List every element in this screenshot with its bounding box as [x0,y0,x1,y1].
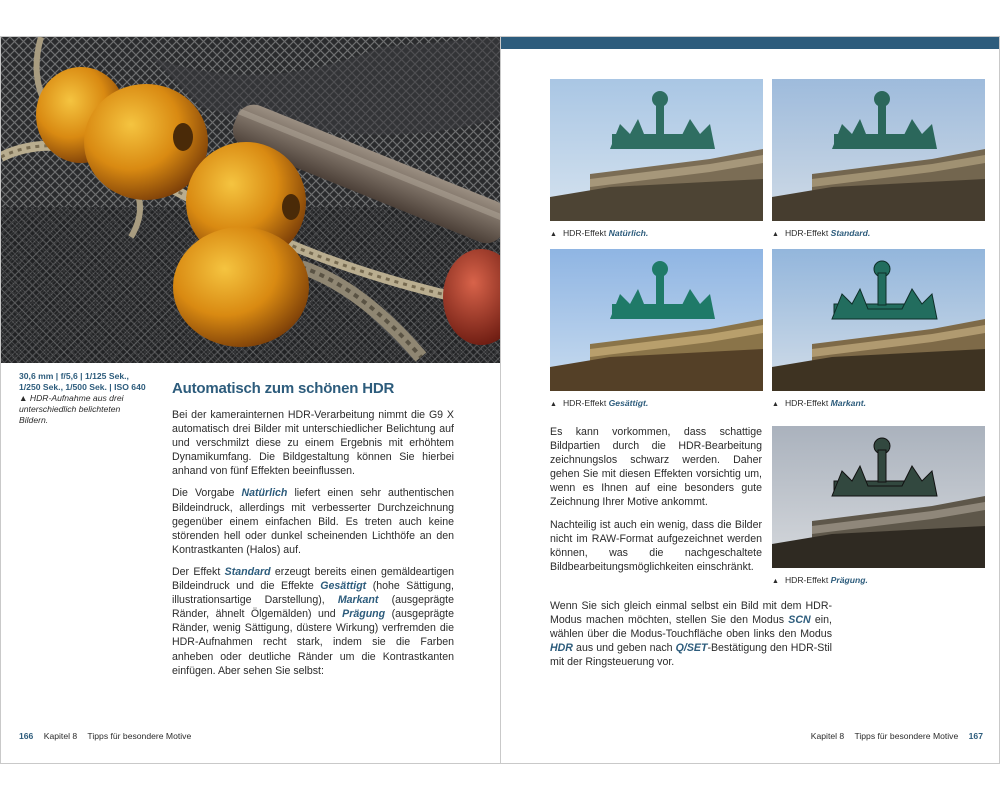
triangle-up-icon: ▲ [772,401,779,408]
left-footer [19,731,199,741]
right-footer [811,731,983,741]
caption-text-line-3: Bildern. [19,415,49,425]
chapter-label: Kapitel 8 [810,731,845,741]
mode-label-hdr: HDR [550,642,573,655]
text-run: (hohe Sättigung, illustrationsartige Darstellung), [172,580,454,607]
paragraph-mode-setup [550,599,832,669]
caption-text-line-2: unterschiedlich belichteten [19,404,121,414]
page-number: 167 [968,731,983,741]
thumb-hdr-standard [772,79,985,221]
chapter-title: Tipps für besondere Motive [854,731,959,741]
thumb-caption-gesaettigt [550,398,648,408]
caption-effect: Markant. [830,398,866,408]
text-run: Der Effekt [172,565,225,578]
page-header-bar [501,37,999,49]
thumb-caption-praegung [772,575,868,585]
triangle-up-icon: ▲ [772,578,779,585]
chapter-title: Tipps für besondere Motive [87,731,192,741]
paragraph-natuerlich [172,486,454,556]
text-run: aus und geben nach [572,642,676,655]
left-body-text [172,408,454,686]
effect-name-markant: Markant [337,594,379,607]
button-label-qset: Q/SET [675,642,708,655]
effect-name-standard: Standard [224,565,271,578]
caption-text-line-1: ▲ HDR-Aufnahme aus drei [19,393,124,403]
caption-exif-line-1: 30,6 mm | f/5,6 | 1/125 Sek., [19,371,129,381]
text-run: Wenn Sie sich gleich einmal selbst ein Bild mit dem HDR-Modus machen möchten, stellen Sie den Modus [550,600,832,627]
right-body-text-wide [550,599,832,677]
page-number: 166 [19,731,34,741]
caption-prefix: HDR-Effekt [562,228,609,238]
text-run: (ausgeprägte Ränder, ähnelt Ölgemälden) und [172,594,454,621]
effect-name-gesaettigt: Gesättigt [320,580,367,593]
text-run: (ausgeprägte Ränder, wenig Sättigung, düstere Wirkung) verfremden die HDR-Aufnahmen recht stark, indem sie die Farben anheben oder deutliche Ränder um die Kontrastkanten einfügen. Aber sehen Sie selbst: [172,608,454,677]
section-heading: Automatisch zum schönen HDR [172,380,395,397]
caption-exif-line-2: 1/250 Sek., 1/500 Sek. | ISO 640 [19,382,146,392]
effect-name-natuerlich: Natürlich [241,487,288,500]
photo-caption [19,371,159,426]
caption-prefix: HDR-Effekt [784,575,831,585]
left-page [0,36,501,764]
caption-prefix: HDR-Effekt [784,228,831,238]
caption-effect: Gesättigt. [608,398,649,408]
hero-photo-fishing-floats [1,37,500,363]
thumb-hdr-praegung [772,426,985,568]
effect-name-praegung: Prägung [342,608,386,621]
triangle-up-icon: ▲ [772,231,779,238]
caption-effect: Natürlich. [608,228,649,238]
caption-prefix: HDR-Effekt [784,398,831,408]
thumb-caption-markant [772,398,866,408]
thumb-caption-natuerlich [550,228,648,238]
thumb-hdr-natuerlich [550,79,763,221]
chapter-label: Kapitel 8 [43,731,78,741]
paragraph-intro: Bei der kamerainternen HDR-Verarbeitung nimmt die G9 X automatisch drei Bilder mit unterschiedlicher Belichtung auf und verschmilzt diese zu einem Ergebnis mit erhöhtem Dynamikumfang. Die Bildgestaltung können Sie hierbei anhand von fünf Effekten beeinflussen. [172,409,454,478]
thumb-hdr-gesaettigt [550,249,763,391]
paragraph-shadows: Es kann vorkommen, dass schattige Bildpartien durch die HDR-Bearbeitung zeichnungslos schwarz werden. Daher gehen Sie mit diesen Effekten vorsichtig um, wenn es Ihnen auf eine besonders gute Zeichnung Ihrer Motive ankommt. [550,426,762,509]
text-run: Die Vorgabe [172,487,242,500]
caption-effect: Standard. [830,228,871,238]
right-page [500,36,1000,764]
paragraph-effects [172,565,454,678]
text-run: ein, wählen über die Modus-Touchfläche oben links den Modus [550,614,832,641]
text-run: -Bestätigung den HDR-Stil mit der Ringsteuerung vor. [550,642,832,669]
thumb-hdr-markant [772,249,985,391]
text-run: erzeugt bereits einen gemäldeartigen Bildeindruck und die Effekte [172,565,454,593]
text-run: liefert einen sehr authentischen Bildeindruck, allerdings mit verbesserter Durchzeichnung gegenüber einem einfachen Bild. Es treten auch keine störenden hell oder dunkel scheinenden Lichthöfe an den Kontrastkanten (Halos) auf. [172,487,454,556]
triangle-up-icon: ▲ [550,231,557,238]
thumb-caption-standard [772,228,870,238]
mode-label-scn: SCN [788,614,811,627]
triangle-up-icon: ▲ [550,401,557,408]
paragraph-raw: Nachteilig ist auch ein wenig, dass die Bilder nicht im RAW-Format aufgezeichnet werden können, was die nachgeschaltete Bildbearbeitungsmöglichkeiten einschränkt. [550,518,762,573]
caption-prefix: HDR-Effekt [562,398,609,408]
caption-effect: Prägung. [830,575,868,585]
right-body-text-narrow [550,425,762,582]
